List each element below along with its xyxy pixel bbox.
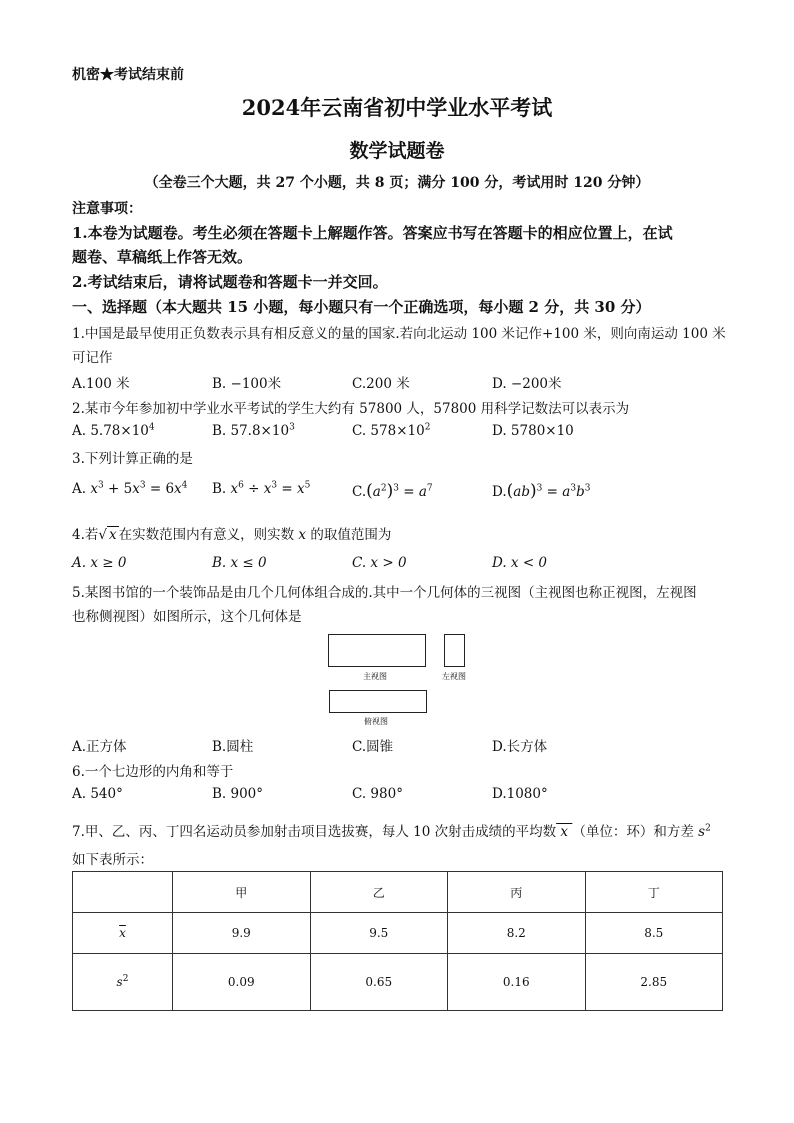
q3-option-a: A. $x^3 + 5x^3 = 6x^4$ bbox=[72, 480, 188, 497]
notice-item-1-line-1: 1.本卷为试题卷。考生必须在答题卡上解题作答。答案应书写在答题卡的相应位置上，在试 bbox=[72, 224, 673, 242]
q7-stem-line-2: 如下表所示： bbox=[72, 852, 153, 868]
q6-option-a: A. 540° bbox=[72, 786, 123, 802]
q6-option-c: C. 980° bbox=[352, 786, 403, 802]
sqrt-x: √ x bbox=[98, 527, 117, 543]
q7-stem-line-1: 7.甲、乙、丙、丁四名运动员参加射击项目选拔赛，每人 10 次射击成绩的平均数 x （单位：环）和方差 $s^2$ bbox=[72, 823, 711, 840]
confidential-mark: 机密★考试结束前 bbox=[72, 67, 184, 83]
q4-option-c: C. x > 0 bbox=[352, 555, 407, 571]
table-cell: 0.16 bbox=[448, 954, 586, 1011]
q4-stem: 4.若√ x 在实数范围内有意义，则实数 x 的取值范围为 bbox=[72, 527, 392, 543]
q4-option-a: A. x ≥ 0 bbox=[72, 555, 127, 571]
notice-item-2: 2.考试结束后，请将试题卷和答题卡一并交回。 bbox=[72, 273, 388, 291]
table-header-cell: 丙 bbox=[448, 872, 586, 913]
table-header-cell: 甲 bbox=[173, 872, 311, 913]
mean-label-cell: $\overline{x}$ bbox=[73, 913, 173, 954]
q5-option-b: B.圆柱 bbox=[212, 739, 254, 755]
table-cell: 8.2 bbox=[448, 913, 586, 954]
q1-option-c: C.200 米 bbox=[352, 376, 410, 392]
front-view-caption: 主视图 bbox=[363, 672, 387, 681]
table-header-cell: 乙 bbox=[310, 872, 448, 913]
subject-title: 数学试题卷 bbox=[349, 140, 445, 162]
q1-option-b: B. −100米 bbox=[212, 376, 282, 392]
q1-option-a: A.100 米 bbox=[72, 376, 130, 392]
q1-stem-line-2: 可记作 bbox=[72, 350, 113, 366]
q4-option-d: D. x < 0 bbox=[492, 555, 548, 571]
q2-option-b: B. $57.8\times 10^3$ bbox=[212, 422, 295, 439]
left-view-rect bbox=[444, 634, 465, 667]
table-cell: 0.65 bbox=[310, 954, 448, 1011]
q1-stem-line-1: 1.中国是最早使用正负数表示具有相反意义的量的国家.若向北运动 100 米记作+100 米，则向南运动 100 米 bbox=[72, 326, 726, 342]
q5-option-c: C.圆锥 bbox=[352, 739, 394, 755]
table-cell: 0.09 bbox=[173, 954, 311, 1011]
q3-option-c: $C.(a^2)^3 = a^7$ bbox=[352, 481, 433, 501]
table-row bbox=[73, 913, 723, 954]
table-cell: 9.5 bbox=[310, 913, 448, 954]
q4-option-b: B. x ≤ 0 bbox=[212, 555, 267, 571]
left-view-caption: 左视图 bbox=[442, 672, 466, 681]
q3-stem: 3.下列计算正确的是 bbox=[72, 451, 193, 467]
top-view-caption: 俯视图 bbox=[364, 717, 388, 726]
q5-stem-line-1: 5.某图书馆的一个装饰品是由几个几何体组合成的.其中一个几何体的三视图（主视图也称正视图，左视图 bbox=[72, 585, 697, 601]
table-cell: 2.85 bbox=[585, 954, 723, 1011]
q2-option-c: C. $578\times 10^2$ bbox=[352, 422, 431, 439]
table-header-cell bbox=[73, 872, 173, 913]
table-cell: 9.9 bbox=[173, 913, 311, 954]
top-view-rect bbox=[329, 690, 427, 713]
q7-table bbox=[72, 871, 723, 1011]
q5-option-d: D.长方体 bbox=[492, 739, 548, 755]
q3-option-b: B. $x^6 \div x^3 = x^5$ bbox=[212, 480, 311, 497]
exam-info: （全卷三个大题，共 27 个小题，共 8 页；满分 100 分，考试用时 120 分钟） bbox=[144, 175, 650, 191]
table-cell: 8.5 bbox=[585, 913, 723, 954]
q5-stem-line-2: 也称侧视图）如图所示，这个几何体是 bbox=[72, 609, 302, 625]
q1-option-d: D. −200米 bbox=[492, 376, 562, 392]
q6-option-d: D.1080° bbox=[492, 786, 548, 802]
q2-option-a: A. $5.78\times 10^4$ bbox=[72, 422, 155, 439]
table-row bbox=[73, 954, 723, 1011]
section-1-heading: 一、选择题（本大题共 15 小题，每小题只有一个正确选项，每小题 2 分，共 30 分） bbox=[72, 298, 651, 316]
q6-option-b: B. 900° bbox=[212, 786, 264, 802]
q3-option-d: $D.(ab)^3 = a^3b^3$ bbox=[492, 481, 591, 501]
q5-option-a: A.正方体 bbox=[72, 739, 127, 755]
notice-heading: 注意事项： bbox=[72, 201, 142, 217]
variance-label-cell: $s^2$ bbox=[73, 954, 173, 1011]
q2-option-d: D. 5780×10 bbox=[492, 423, 574, 439]
exam-title: 2024年云南省初中学业水平考试 bbox=[241, 95, 553, 120]
q2-stem: 2.某市今年参加初中学业水平考试的学生大约有 57800 人，57800 用科学记数法可以表示为 bbox=[72, 401, 630, 417]
table-header-cell: 丁 bbox=[585, 872, 723, 913]
notice-item-1-line-2: 题卷、草稿纸上作答无效。 bbox=[72, 248, 253, 266]
q6-stem: 6.一个七边形的内角和等于 bbox=[72, 764, 234, 780]
table-header-row bbox=[73, 872, 723, 913]
front-view-rect bbox=[328, 634, 426, 667]
